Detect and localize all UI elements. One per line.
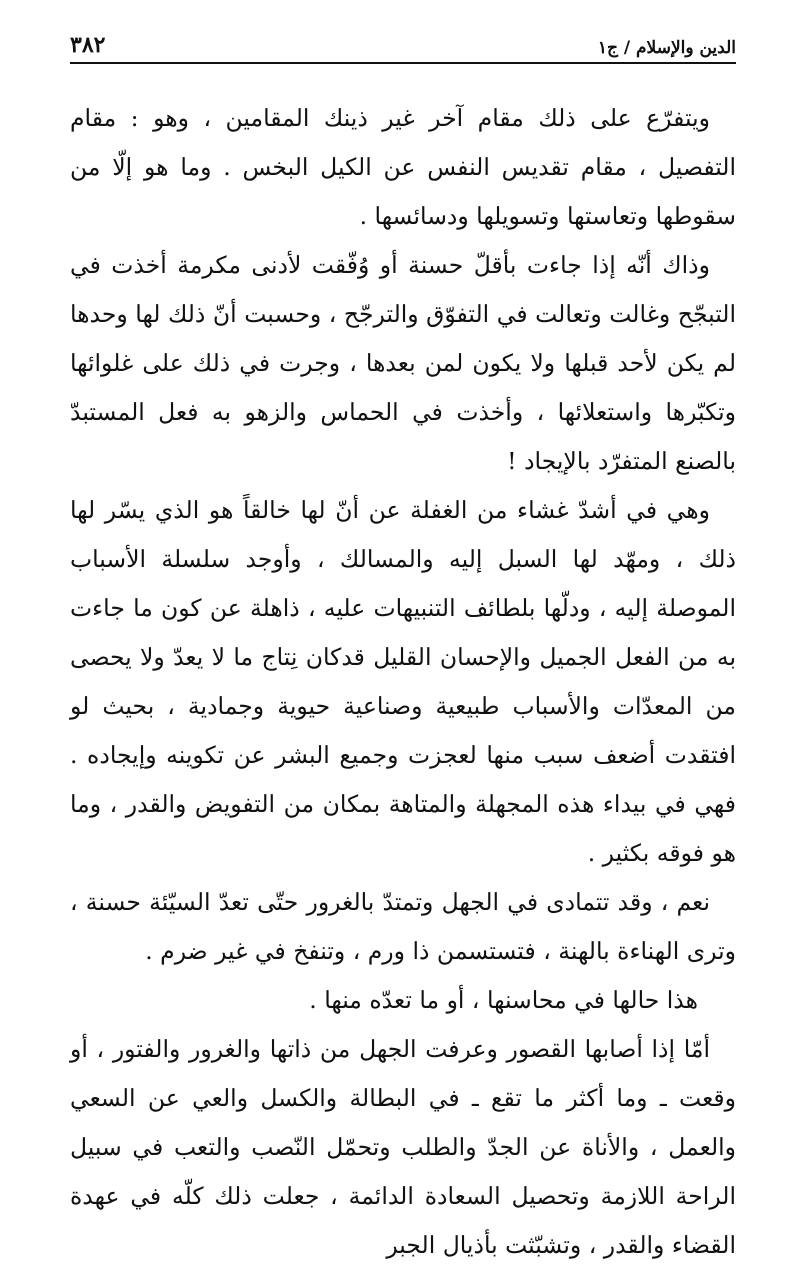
running-header [70, 24, 736, 64]
body-text [70, 94, 736, 1270]
paragraph: هذا حالها في محاسنها ، أو ما تعدّه منها . [309, 986, 698, 1014]
page-number: ٣٨٢ [70, 32, 106, 58]
paragraph: نعم ، وقد تتمادى في الجهل وتمتدّ بالغرور حتّى تعدّ السيّئة حسنة ، وترى الهناءة بالهنة ، فتستسمن ذا ورم ، وتنفخ في غير ضرم . [70, 888, 736, 965]
book-page [70, 24, 736, 1259]
paragraph: ويتفرّع على ذلك مقام آخر غير ذينك المقامين ، وهو : مقام التفصيل ، مقام تقديس النفس عن الكيل البخس . وما هو إلّا من سقوطها وتعاستها وتسويلها ودسائسها . [70, 104, 736, 230]
running-title: الدين والإسلام / ج١ [597, 38, 736, 58]
paragraph: أمّا إذا أصابها القصور وعرفت الجهل من ذاتها والغرور والفتور ، أو وقعت ـ وما أكثر ما تقع ـ في البطالة والكسل والعي عن السعي والعمل ، والأناة عن الجدّ والطلب وتحمّل النّصب والتعب في سبيل الراحة اللازمة وتحصيل السعادة الدائمة ، جعلت ذلك كلّه في عهدة القضاء والقدر ، وتشبّثت بأذيال الجبر [70, 1035, 736, 1259]
paragraph: وهي في أشدّ غشاء من الغفلة عن أنّ لها خالقاً هو الذي يسّر لها ذلك ، ومهّد لها السبل إليه والمسالك ، وأوجد سلسلة الأسباب الموصلة إليه ، ودلّها بلطائف التنبيهات عليه ، ذاهلة عن كون ما جاءت به من الفعل الجميل والإحسان القليل قدكان نِتاج ما لا يعدّ ولا يحصى من المعدّات والأسباب طبيعية وصناعية حيوية وجمادية ، بحيث لو افتقدت أضعف سبب منها لعجزت وجميع البشر عن تكوينه وإيجاده . فهي في بيداء هذه المجهلة والمتاهة بمكان من التفويض والقدر ، وما هو فوقه بكثير . [70, 496, 736, 867]
paragraph: وذاك أنّه إذا جاءت بأقلّ حسنة أو وُفّقت لأدنى مكرمة أخذت في التبجّح وغالت وتعالت في التفوّق والترجّح ، وحسبت أنّ ذلك لها وحدها لم يكن لأحد قبلها ولا يكون لمن بعدها ، وجرت في ذلك على غلوائها وتكبّرها واستعلائها ، وأخذت في الحماس والزهو به فعل المستبدّ بالصنع المتفرّد بالإيجاد ! [70, 251, 736, 475]
